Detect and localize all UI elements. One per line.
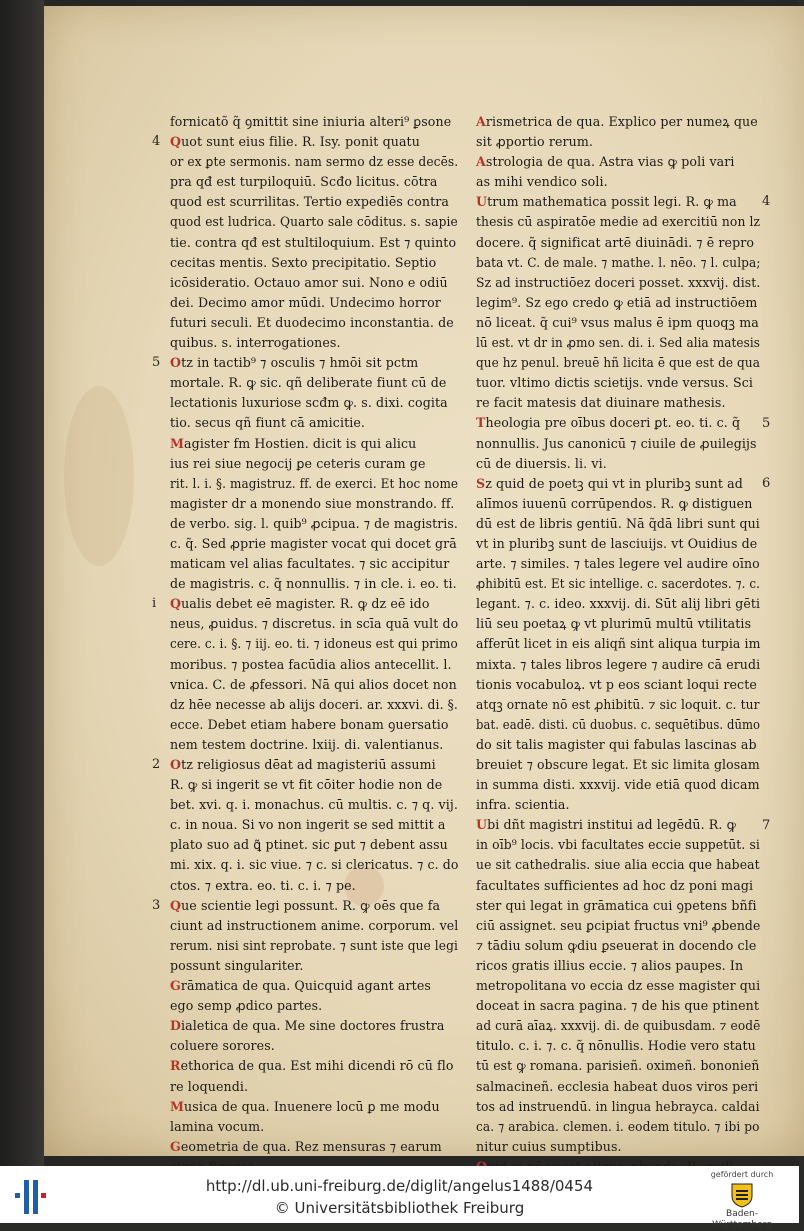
line-text: c. in noua. Si vo non ingerit se sed mittit a (170, 817, 446, 833)
line-text: vt in pluribꝫ sunt de lasciuijs. vt Ouidius de (476, 535, 758, 551)
marginal-number: 5 (762, 415, 771, 431)
text-line (476, 775, 760, 795)
text-line (476, 614, 760, 634)
text-line (170, 695, 458, 715)
text-line (476, 675, 760, 695)
text-line (476, 594, 761, 614)
paper-stain (64, 386, 134, 566)
line-text: ciunt ad instructionem anime. corporum. vel (170, 917, 459, 933)
line-text: salmacineñ. ecclesia habeat duos viros peri (476, 1078, 759, 1094)
rubric-initial: M (170, 1098, 185, 1114)
line-text: tio. secus qñ fiunt cā amicitie. (170, 415, 366, 431)
copyright-notice: © Universitätsbibliothek Freiburg (274, 1199, 525, 1217)
line-text: bat. eadē. disti. cū duobus. c. sequētibus. dūmo (476, 716, 761, 732)
text-line (476, 755, 758, 775)
line-text: pra qđ est turpiloquiū. Scđo licitus. cōtra (170, 174, 438, 190)
line-text: ethorica de qua. Est mihi dicendi rō cū flo (180, 1058, 454, 1074)
rubric-initial: R (170, 1058, 181, 1074)
line-text: rerum. nisi sint reprobate. ⁊ sunt iste que legi (170, 937, 458, 953)
line-text: fornicatõ q̃ ꝯmittit sine iniuria alteri⁹ ꝑsone (170, 114, 452, 129)
line-text: nonnullis. Jus canonicū ⁊ ciuile de ꝓuilegijs (476, 435, 757, 451)
rubric-initial: G (170, 978, 181, 994)
text-line (476, 233, 760, 253)
text-line (476, 192, 760, 212)
line-text: usica de qua. Inuenere locū ꝑ me modu (184, 1098, 440, 1114)
text-line (476, 876, 760, 896)
text-line (476, 1097, 760, 1117)
text-line (476, 333, 761, 353)
text-line (476, 1137, 760, 1157)
text-line (170, 1137, 458, 1157)
text-line (170, 715, 458, 735)
text-line (476, 253, 761, 273)
text-line (170, 1036, 458, 1056)
rubric-initial: T (476, 415, 486, 431)
text-line (170, 916, 457, 936)
line-text: ue sit cathedralis. siue alia eccia que habeat (476, 857, 760, 873)
line-text: icōsideratio. Octauo amor sui. Nono e odiū (170, 274, 448, 290)
marginal-number: 5 (152, 355, 161, 371)
text-line (170, 554, 458, 574)
footer-bar (0, 1166, 799, 1230)
line-text: infra. scientia. (476, 797, 570, 813)
text-line (170, 574, 458, 594)
text-line (170, 1077, 458, 1097)
marginal-number: i (152, 596, 157, 612)
rubric-initial: Q (170, 596, 182, 612)
line-text: quod est ludrica. Quarto sale cōditus. s. sapie (170, 214, 458, 230)
line-text: neus, ꝓuidus. ⁊ discretus. in scīa quā vult do (170, 616, 459, 632)
text-line (476, 655, 759, 675)
text-line (170, 835, 458, 855)
line-text: c. q̃. Sed ꝓprie magister vocat qui docet grā (170, 535, 457, 551)
text-line (476, 1117, 760, 1137)
line-text: tuor. vltimo dictis scietijs. vnde versus. Sci (476, 375, 753, 391)
line-text: de magistris. c. q̃ nonnullis. ⁊ in cle. i. eo. ti. (170, 576, 457, 592)
text-line (476, 534, 760, 554)
line-text: heologia pre oībus doceri ꝑt. eo. ti. c. q̃ (485, 415, 741, 431)
line-text: nitur cuius sumptibus. (476, 1138, 622, 1154)
text-line (476, 634, 761, 654)
line-text: afferūt licet in eis aliqñ sint aliqua turpia im (476, 636, 761, 652)
book-binding-edge (0, 0, 44, 1166)
text-line (476, 112, 760, 132)
text-line (170, 534, 458, 554)
line-text: mortale. R. ꝙ sic. qñ deliberate fiunt cū de (170, 375, 447, 391)
text-line (170, 413, 458, 433)
line-text: ego semp ꝓdico partes. (170, 998, 323, 1014)
line-text: atqꝫ ornate nō est ꝓhibitū. ⁊ sic loquit. c. tur (476, 696, 760, 712)
rubric-initial: S (476, 475, 486, 491)
line-text: dei. Decimo amor mūdi. Undecimo horror (170, 294, 441, 310)
text-line (170, 434, 458, 454)
rubric-initial: O (170, 757, 182, 772)
text-line (476, 212, 761, 232)
line-text: ecce. Debet etiam habere bonam ꝯuersatio (170, 716, 449, 732)
line-text: ialetica de qua. Me sine doctores frustra (181, 1018, 445, 1034)
line-text: coluere sorores. (170, 1038, 275, 1054)
line-text: z quid de poetꝫ qui vt in pluribꝫ sunt ad (485, 475, 743, 491)
text-line (170, 313, 458, 333)
text-line (476, 514, 759, 534)
text-line (476, 353, 760, 373)
text-line (476, 855, 760, 875)
text-line (170, 996, 458, 1016)
line-text: titulo. c. i. ⁊. c. q̃ nōnullis. Hodie vero statu (476, 1038, 756, 1054)
text-line (476, 293, 760, 313)
line-text: eometria de qua. Rez mensuras ⁊ earum (180, 1138, 442, 1154)
text-line (170, 454, 458, 474)
text-line (170, 1056, 458, 1076)
text-line (476, 815, 760, 835)
line-text: dū est de libris gentiū. Nā q̃dā libri sunt qui (476, 515, 760, 531)
line-text: mixta. ⁊ tales libros legere ⁊ audire cā erudi (476, 656, 761, 672)
marginal-number: 6 (762, 475, 771, 491)
text-line (476, 715, 761, 735)
line-text: uot sunt eius filie. R. Isy. ponit quatu (181, 134, 420, 150)
line-text: arte. ⁊ similes. ⁊ tales legere vel audire oīno (476, 556, 760, 572)
line-text: lamina vocum. (170, 1118, 265, 1134)
coat-of-arms-icon (730, 1182, 754, 1208)
line-text: nem testem doctrine. lxiij. di. valentianus. (170, 736, 444, 752)
line-text: mi. xix. q. i. sic viue. ⁊ c. si clericatus. ⁊ c. do (170, 857, 459, 873)
line-text: lū est. vt dr in ꝓmo sen. di. i. Sed alia matesis (476, 335, 761, 351)
marginal-number: 4 (762, 194, 771, 210)
text-line (476, 393, 760, 413)
line-text: cecitas mentis. Sexto precipitatio. Septio (170, 254, 437, 270)
line-text: ualis debet eē magister. R. ꝙ dz eē ido (181, 596, 430, 612)
text-line (170, 112, 458, 132)
text-line (476, 152, 760, 172)
line-text: tie. contra qđ est stultiloquium. Est ⁊ quinto (170, 234, 457, 250)
text-line (476, 795, 760, 815)
text-line (476, 735, 760, 755)
text-line (170, 876, 458, 896)
text-line (476, 996, 760, 1016)
rubric-initial: O (170, 355, 182, 371)
line-text: ꝓhibitū est. Et sic intellige. c. sacerdotes. ⁊. c. (476, 576, 760, 592)
line-text: liū seu poetaꝝ ꝙ vt plurimū multū vtilitatis (476, 616, 752, 632)
text-line (170, 755, 458, 775)
line-text: breuiet ⁊ obscure legat. Et sic limita glosam (476, 757, 760, 772)
text-line (476, 494, 760, 514)
line-text: tionis vocabuloꝝ. vt p eos sciant loqui recte (476, 676, 757, 692)
line-text: tū est ꝙ romana. parisieñ. oximeñ. bononieñ (476, 1058, 760, 1074)
rubric-initial: G (170, 1138, 181, 1154)
line-text: rāmatica de qua. Quicquid agant artes (180, 978, 431, 994)
text-line (170, 1016, 458, 1036)
line-text: rismetrica de qua. Explico per numeꝝ que (485, 114, 758, 129)
line-text: plato suo ad ꝗ̃ ptinet. sic ꝑut ⁊ debent assu (170, 837, 448, 853)
text-line (170, 373, 458, 393)
text-line (170, 494, 458, 514)
line-text: ciū assignet. seu ꝑcipiat fructus vni⁹ ꝓbende (476, 917, 761, 933)
line-text: bet. xvi. q. i. monachus. cū multis. c. ⁊ q. vij. (170, 797, 458, 813)
text-line (170, 655, 458, 675)
text-line (170, 212, 458, 232)
rubric-initial: U (476, 194, 488, 210)
line-text: in oīb⁹ locis. vbi facultates eccie suppetūt. si (476, 837, 760, 853)
source-url-link[interactable]: http://dl.ub.uni-freiburg.de/diglit/angelus1488/0454 (205, 1177, 594, 1195)
text-line (170, 795, 458, 815)
text-line (170, 172, 458, 192)
text-line (476, 916, 761, 936)
text-line (170, 152, 459, 172)
text-line (170, 253, 458, 273)
text-line (476, 434, 760, 454)
left-text-column (170, 112, 458, 1177)
text-line (476, 1016, 761, 1036)
line-text: Sz ad instructiōez doceri posset. xxxvij. dist. (476, 274, 761, 290)
text-line (170, 293, 458, 313)
line-text: R. ꝙ si ingerit se vt fit cōiter hodie non de (170, 777, 443, 793)
line-text: cere. c. i. §. ⁊ iij. eo. ti. ⁊ idoneus est qui primo (170, 636, 458, 652)
text-line (170, 956, 458, 976)
text-line (476, 936, 760, 956)
text-line (476, 574, 760, 594)
text-line (476, 172, 760, 192)
line-text: or ex ꝑte sermonis. nam sermo dz esse decēs. (170, 154, 459, 170)
line-text: rit. l. i. §. magistruz. ff. de exerci. Et hoc nome (170, 475, 459, 491)
text-line (476, 835, 760, 855)
text-line (170, 594, 458, 614)
line-text: cū de diuersis. li. vi. (476, 455, 607, 471)
text-line (476, 454, 760, 474)
text-line (476, 413, 760, 433)
text-line (170, 474, 459, 494)
text-line (170, 896, 458, 916)
line-text: legim⁹. Sz ego credo ꝙ etiā ad instructiōem (476, 294, 758, 310)
text-line (170, 1117, 458, 1137)
rubric-initial: Q (170, 897, 182, 913)
line-text: ue scientie legi possunt. R. ꝙ oēs que fa (181, 897, 441, 913)
line-text: as mihi vendico soli. (476, 174, 608, 190)
text-line (476, 474, 760, 494)
text-line (170, 976, 458, 996)
text-line (170, 614, 457, 634)
marginal-number: 2 (152, 757, 161, 773)
marginal-number: 3 (152, 897, 161, 913)
line-text: ricos gratis illius eccie. ⁊ alios paupes. In (476, 957, 744, 973)
line-text: do sit talis magister qui fabulas lascinas ab (476, 736, 757, 752)
text-line (170, 675, 458, 695)
line-text: quod est scurrilitas. Tertio expediēs contra (170, 194, 449, 210)
text-line (476, 554, 758, 574)
line-text: thesis cū aspiratōe medie ad exercitiū non lz (476, 214, 761, 230)
line-text: maticam vel alias facultates. ⁊ sic accipitur (170, 556, 450, 572)
line-text: tos ad instruendū. in lingua hebrayca. caldai (476, 1098, 760, 1114)
line-text: metropolitana vo eccia dz esse magister qui (476, 978, 761, 994)
right-text-column (476, 112, 760, 1177)
text-line (170, 1097, 458, 1117)
line-text: dz hēe necesse ab alijs doceri. ar. xxxvi. di. §. (170, 696, 458, 712)
line-text: doceat in sacra pagina. ⁊ de his que ptinent (476, 998, 760, 1014)
text-line (170, 775, 458, 795)
rubric-initial: M (170, 435, 185, 451)
line-text: sit ꝓportio rerum. (476, 134, 593, 150)
funder-label: gefördert durch (710, 1170, 774, 1179)
funder-logo (697, 1170, 787, 1230)
line-text: ster qui legat in grāmatica cui ꝯpetens bñfi (476, 897, 757, 913)
marginal-number: 4 (152, 134, 161, 150)
line-text: legant. ⁊. c. ideo. xxxvij. di. Sūt alij libri gēti (476, 596, 761, 612)
line-text: ctos. ⁊ extra. eo. ti. c. i. ⁊ pe. (170, 877, 356, 893)
rubric-initial: U (476, 817, 488, 833)
line-text: futuri seculi. Et duodecimo inconstantia. de (170, 314, 454, 330)
line-text: lectationis luxuriose scđm ꝙ. s. dixi. cogita (170, 395, 448, 411)
text-line (170, 936, 458, 956)
line-text: vnica. C. de ꝓfessori. Nā qui alios docet non (170, 676, 457, 692)
text-line (170, 393, 458, 413)
text-line (170, 735, 458, 755)
text-line (476, 695, 760, 715)
text-line (476, 896, 760, 916)
text-line (476, 956, 760, 976)
text-line (170, 192, 458, 212)
line-text: possunt singulariter. (170, 957, 304, 973)
line-text: quibus. s. interrogationes. (170, 335, 341, 351)
line-text: magister dr a monendo siue monstrando. ff. (170, 495, 455, 511)
text-line (476, 1077, 760, 1097)
line-text: de verbo. sig. l. quib⁹ ꝓcipua. ⁊ de magistris. (170, 515, 459, 531)
funder-name: Baden-Württemberg (712, 1209, 772, 1230)
text-line (170, 353, 458, 373)
text-line (476, 273, 761, 293)
text-line (476, 132, 760, 152)
text-line (476, 313, 760, 333)
line-text: ius rei siue negocij ꝑe ceteris curam ge (170, 455, 426, 471)
line-text: agister fm Hostien. dicit is qui alicu (184, 435, 417, 451)
text-line (170, 514, 459, 534)
line-text: in summa disti. xxxvij. vide etiā quod dicam (476, 777, 760, 793)
text-line (476, 373, 760, 393)
line-text: tz religiosus dēat ad magisteriū assumi (181, 757, 436, 772)
line-text: que hz penul. breuē hñ licita ē que est de qua (476, 355, 760, 371)
line-text: facultates sufficientes ad hoc dz poni magi (476, 877, 754, 893)
line-text: re loquendi. (170, 1078, 249, 1094)
rubric-initial: D (170, 1018, 182, 1034)
line-text: trum mathematica possit legi. R. ꝙ ma (487, 194, 737, 210)
marginal-number: 7 (762, 817, 771, 833)
line-text: tz in tactib⁹ ⁊ osculis ⁊ hmōi sit pctm (181, 355, 419, 371)
line-text: docere. q̃ significat artē diuinādi. ⁊ ē repro (476, 234, 755, 250)
text-line (476, 1036, 760, 1056)
line-text: strologia de qua. Astra vias ꝙ poli vari (485, 154, 735, 170)
line-text: ad curā aīaꝝ. xxxvij. di. de quibusdam. ⁊ eodē (476, 1018, 761, 1034)
line-text: nō liceat. q̃ cui⁹ vsus malus ē ipm quoqꝫ ma (476, 314, 759, 330)
line-text: re facit matesis dat diuinare mathesis. (476, 395, 726, 411)
line-text: bi dñt magistri institui ad legēdū. R. ꝙ (487, 817, 737, 833)
text-line (170, 634, 458, 654)
line-text: moribus. ⁊ postea facūdia alios antecellit. l. (170, 656, 452, 672)
text-line (476, 1056, 760, 1076)
text-line (476, 976, 759, 996)
text-line (170, 233, 458, 253)
line-text: bata vt. C. de male. ⁊ mathe. l. nēo. ⁊ l. culpa; (476, 254, 761, 270)
text-line (170, 273, 458, 293)
line-text: alīmos iuuenū corrūpendos. R. ꝙ distiguen (476, 495, 753, 511)
text-line (170, 855, 459, 875)
text-line (170, 815, 458, 835)
rubric-initial: A (476, 114, 486, 129)
text-line (170, 132, 458, 152)
rubric-initial: Q (170, 134, 182, 150)
text-line (170, 333, 458, 353)
line-text: ca. ⁊ arabica. clemen. i. eodem titulo. ⁊ ibi po (476, 1118, 760, 1134)
rubric-initial: A (476, 154, 486, 170)
line-text: ⁊ tādiu solum ꝙdiu ꝑseuerat in docendo cle (476, 937, 757, 953)
